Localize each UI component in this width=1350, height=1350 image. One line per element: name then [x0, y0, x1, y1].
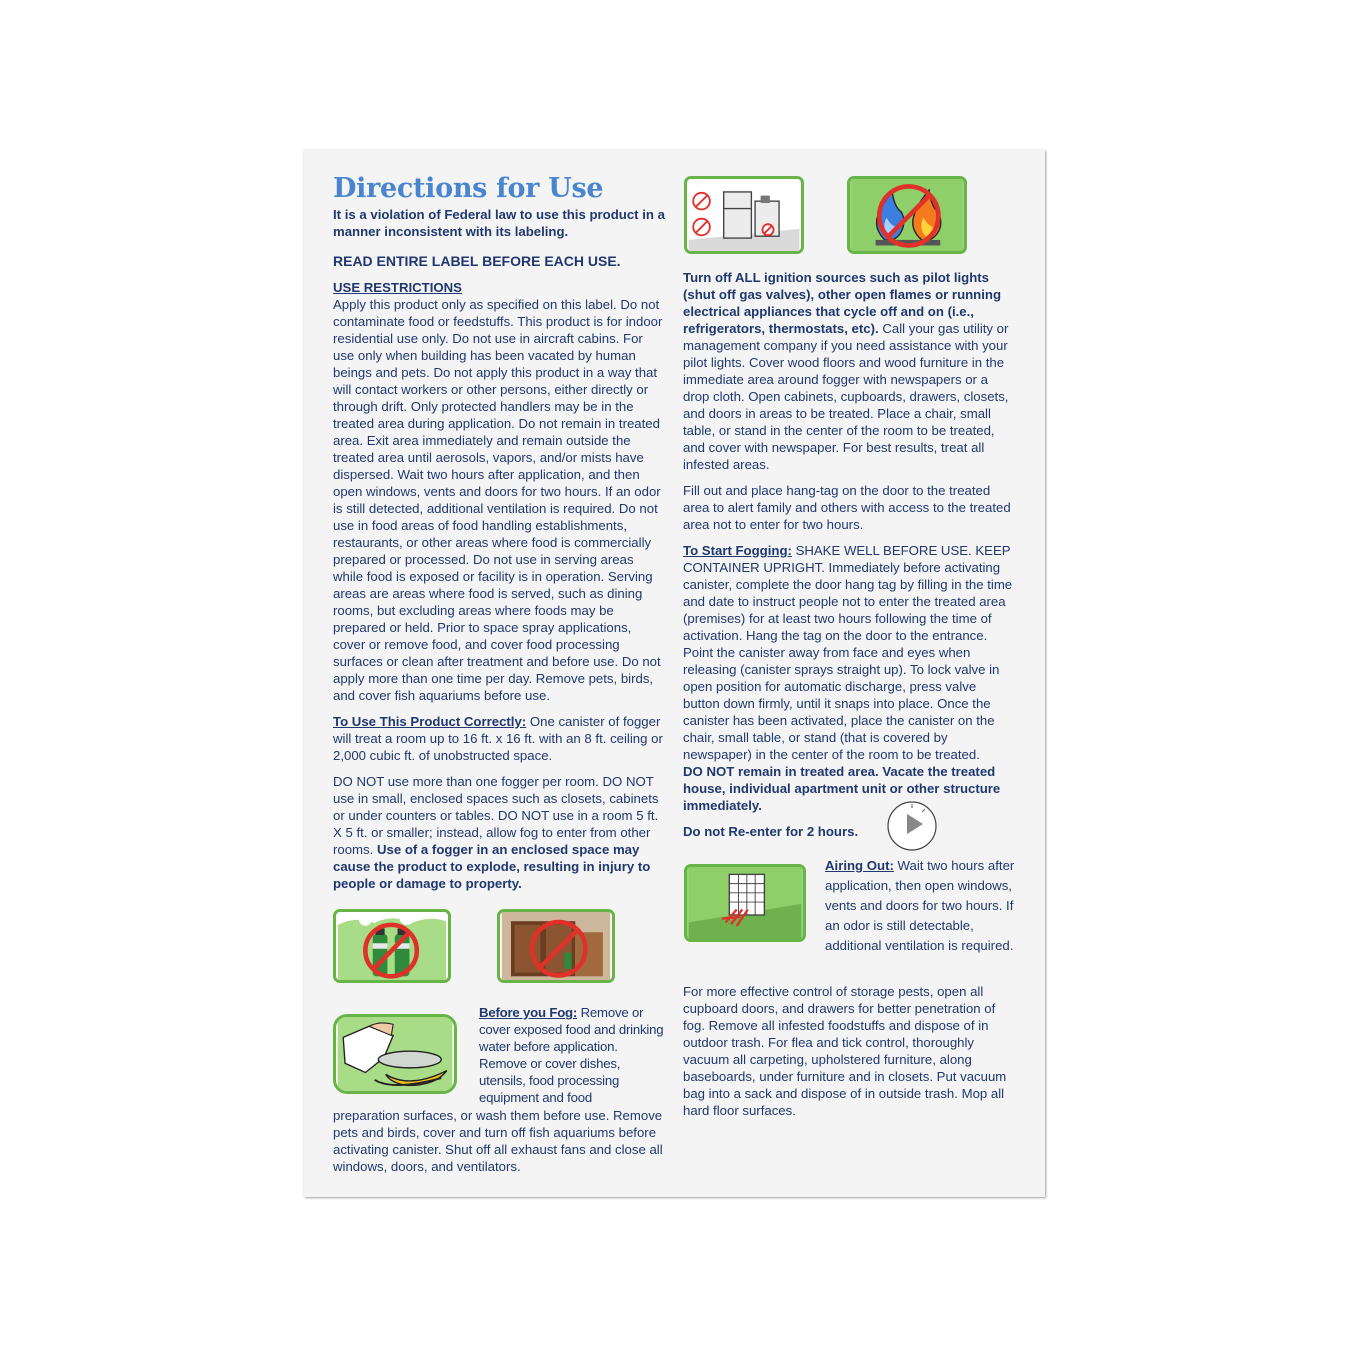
storage-pests-section [683, 983, 1015, 1119]
directions-panel [304, 150, 1045, 1197]
before-fog-section [479, 1004, 665, 1106]
right-column [683, 269, 1015, 840]
use-restrictions-text: Apply this product only as specified on this label. Do not contaminate food or feedstuffs. This product is for indoor residential use only. Do not use in aircraft cabins. For use only when building has been vacated by human beings and pets. Do not apply this product in a way that will contact workers or other persons, either directly or through drift. Only protected handlers may be in the treated area during application. Do not remain in treated area. Exit area immediately and remain outside the treated area until aerosols, vapors, and/or mists have dispersed. Wait two hours after application, and then open windows, vents and doors for two hours. If an odor is still detected, additional ventilation is required. Do not use in food areas of food handling establishments, restaurants, or other areas where food is commercially prepared or processed. Do not use in serving areas while food is exposed or facility is in operation. Serving areas are areas where food is served, such as dining rooms, but excluding areas where foods may be prepared or held. Prior to space spray applications, cover or remove food, and cover food processing surfaces or clean after treatment and before use. Do not apply more than one time per day. Remove pets, birds, and cover fish aquariums before use. [333, 297, 663, 703]
airing-out-text: Wait two hours after application, then open windows, vents and doors for two hours. If an odor is still detectable, additional ventilation is required. [825, 858, 1015, 953]
read-label-notice: READ ENTIRE LABEL BEFORE EACH USE. [333, 253, 621, 269]
start-fogging-section [683, 542, 1015, 814]
do-not-text: DO NOT use more than one fogger per room. DO NOT use in small, enclosed spaces such as closets, cabinets or under counters or tables. DO NOT use in a room 5 ft. X 5 ft. or smaller; instead, allow fog to enter from other rooms. [333, 774, 659, 857]
do-not-section [333, 773, 665, 892]
ignition-section [683, 269, 1015, 473]
open-window-icon [684, 864, 806, 942]
airing-out-heading: Airing Out: [825, 858, 894, 873]
before-fog-text-narrow: Remove or cover exposed food and drinking water before application. Remove or cover dishes, utensils, food processing equipment and food [479, 1005, 664, 1105]
ignition-text: Call your gas utility or management company if you need assistance with your pilot lights. Cover wood floors and wood furniture in the immediate area around fogger with newspapers or a drop cloth. Open cabinets, cupboards, drawers, closets, and doors in areas to be treated. Place a chair, small table, or stand in the center of the room to be treated, and cover with newspaper. For best results, treat all infested areas. [683, 321, 1009, 472]
use-restrictions-heading: USE RESTRICTIONS [333, 280, 462, 295]
no-multiple-foggers-icon [333, 909, 451, 983]
page-title: Directions for Use [333, 173, 604, 204]
use-correctly-text: One canister of fogger will treat a room up to 16 ft. x 16 ft. with an 8 ft. ceiling or 2,000 cubic ft. of unobstructed space. [333, 714, 663, 763]
hang-tag-text: Fill out and place hang-tag on the door to the treated area to alert family and others with access to the treated area not to enter for two hours. [683, 483, 1011, 532]
no-enclosed-cabinet-icon [497, 909, 615, 983]
violation-notice: It is a violation of Federal law to use this product in a manner inconsistent with its labeling. [333, 207, 665, 239]
reenter-notice: Do not Re-enter for 2 hours. [683, 824, 859, 839]
before-fog-text-wide: preparation surfaces, or wash them before use. Remove pets and birds, cover and turn off fish aquariums before activating canister. Shut off all exhaust fans and close all windows, doors, and ventilators. [333, 1108, 663, 1174]
explosion-warning: Use of a fogger in an enclosed space may cause the product to explode, resulting in injury to people or damage to property. [333, 842, 651, 891]
appliances-off-icon [684, 176, 804, 254]
timer-icon [887, 801, 937, 851]
use-correctly-heading: To Use This Product Correctly: [333, 714, 527, 729]
ignition-warning: Turn off ALL ignition sources such as pilot lights (shut off gas valves), other open flames or running electrical appliances that cycle off and on (i.e., refrigerators, thermostats, etc). [683, 270, 1002, 336]
cover-food-icon [333, 1014, 457, 1094]
before-fog-heading: Before you Fog: [479, 1005, 578, 1020]
storage-pests-text: For more effective control of storage pests, open all cupboard doors, and drawers for better penetration of fog. Remove all infested foodstuffs and dispose of in outdoor trash. For flea and tick control, thoroughly vacuum all carpeting, upholstered furniture, along baseboards, under furniture and in closets. Put vacuum bag into a sack and dispose of in outside trash. Mop all hard floor surfaces. [683, 984, 1007, 1118]
left-column [333, 172, 665, 892]
no-open-flames-icon [847, 176, 967, 254]
start-fogging-text: SHAKE WELL BEFORE USE. KEEP CONTAINER UPRIGHT. Immediately before activating canister, complete the door hang tag by filling in the time and date to instruct people not to enter the treated area (premises) for at least two hours following the time of activation. Hang the tag on the door to the entrance. Point the canister away from face and eyes when releasing (canister sprays straight up). To lock valve in open position for automatic discharge, press valve button down firmly, until it snaps into place. Once the canister has been activated, place the canister on the chair, small table, or stand (that is covered by newspaper) in the center of the room to be treated. [683, 543, 1013, 762]
before-fog-continued [333, 1107, 665, 1175]
vacate-warning: DO NOT remain in treated area. Vacate the treated house, individual apartment unit or other structure immediately. [683, 764, 1001, 813]
airing-out-section [825, 856, 1020, 956]
start-fogging-heading: To Start Fogging: [683, 543, 792, 558]
use-correctly-section [333, 713, 665, 764]
use-restrictions-section [333, 279, 665, 704]
